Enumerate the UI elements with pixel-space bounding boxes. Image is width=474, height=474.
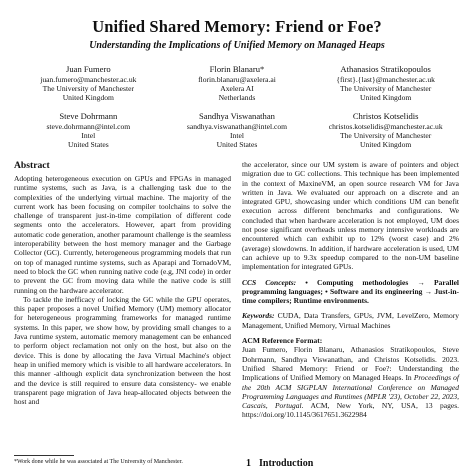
author-email[interactable]: {first}.{last}@manchester.ac.uk bbox=[336, 74, 435, 84]
keywords-label: Keywords: bbox=[242, 311, 275, 321]
author-country: United States bbox=[216, 140, 258, 150]
section-title: Introduction bbox=[259, 458, 314, 469]
author-country: United Kingdom bbox=[62, 93, 114, 103]
author-country: Netherlands bbox=[218, 93, 256, 103]
author-email[interactable]: florin.blanaru@axelera.ai bbox=[198, 74, 276, 84]
reference-text: Juan Fumero, Florin Blanaru, Athanasios Stratikopoulos, Steve Dohrmann, Sandhya Viswanathan, and Christos Kotselidis. 2023. Unified Shared Memory: Friend or Foe?: Understanding the Implications of Unified Memory on Managed Heaps. In bbox=[242, 345, 459, 383]
reference-doi[interactable]: ACM, New York, NY, USA, 13 pages. https://doi.org/10.1145/3617651.3622984 bbox=[242, 401, 459, 420]
keywords bbox=[242, 311, 459, 330]
author-country: United Kingdom bbox=[360, 93, 412, 103]
ccs-label: CCS Concepts: bbox=[242, 277, 297, 287]
author-card bbox=[311, 111, 460, 149]
reference-heading: ACM Reference Format: bbox=[242, 336, 323, 346]
author-email[interactable]: juan.fumero@manchester.ac.uk bbox=[40, 74, 137, 84]
author-org: The University of Manchester bbox=[340, 83, 432, 93]
paper-subtitle: Understanding the Implications of Unified Memory on Managed Heaps bbox=[89, 40, 385, 51]
author-org: Intel bbox=[230, 131, 244, 141]
author-org: Axelera AI bbox=[220, 83, 254, 93]
author-name: Sandhya Viswanathan bbox=[199, 111, 275, 122]
author-card bbox=[14, 111, 163, 149]
author-card bbox=[14, 64, 163, 102]
author-name: Florin Blanaru* bbox=[209, 64, 265, 74]
author-card bbox=[163, 64, 312, 102]
ccs-text: • Computing methodologies → Parallel programming languages; • Software and its engineering → Just-in-time compilers; Runtime environments. bbox=[242, 277, 459, 306]
introduction-heading bbox=[246, 458, 313, 470]
author-country: United States bbox=[67, 140, 109, 150]
footnote: *Work done while he was associated at The University of Manchester. bbox=[14, 459, 183, 465]
footnote-divider bbox=[14, 455, 74, 456]
author-card bbox=[163, 111, 312, 149]
author-org: The University of Manchester bbox=[340, 131, 432, 141]
ccs-concepts bbox=[242, 278, 459, 306]
author-org: Intel bbox=[81, 131, 96, 141]
abstract-paragraph: Adopting heterogeneous execution on GPUs and FPGAs in managed runtime systems, such as Java, is a challenging task due to the complexities of the underlying virtual machine. The majority of the current work has been focusing on compiler toolchains to solve the challenge of transparent just-in-time compilation of different code segments onto the accelerators. However, apart from providing automatic code generation, another paramount challenge is the seamless interoperability between the host memory manager and the Garbage Collector (GC). Currently, heterogeneous programming models that run on top of managed runtime systems, such as Aparapi and TornadoVM, need to block the GC when running native code (e.g, JNI code) in order to prevent the GC from moving data while the native code is still running on the hardware accelerator. bbox=[14, 174, 231, 295]
author-email[interactable]: sandhya.viswanathan@intel.com bbox=[186, 121, 288, 131]
author-block bbox=[14, 64, 460, 150]
author-name: Juan Fumero bbox=[66, 64, 111, 74]
author-name: Athanasios Stratikopoulos bbox=[340, 64, 431, 74]
right-column bbox=[242, 160, 459, 420]
abstract-paragraph: the accelerator, since our UM system is aware of pointers and object migration due to GC collections. This technique has been implemented in the context of MaxineVM, an open source research VM for Java written in Java. We evaluated our approach on a discrete and an integrated GPU, showcasing under which conditions UM can benefit execution across different benchmarks and configurations. We concluded that when hardware acceleration is not employed, UM does not pose significant overheads unless memory intensive workloads are encountered which can exhibit up to 12% (worst case) and 2% (average) slowdowns. In addition, if hardware acceleration is used, UM can achieve up to 9.3x speedup compared to the non-UM baseline implementation for integrated GPUs. bbox=[242, 160, 459, 272]
acm-reference bbox=[242, 336, 459, 420]
author-org: The University of Manchester bbox=[42, 83, 134, 93]
left-column bbox=[14, 160, 231, 420]
author-card bbox=[311, 64, 460, 102]
reference-venue: Proceedings of the 20th ACM SIGPLAN International Conference on Managed Programming Languages and Runtimes (MPLR '23), October 22, 2023, Cascais, Portugal. bbox=[242, 373, 460, 411]
abstract-heading: Abstract bbox=[14, 160, 50, 171]
author-email[interactable]: steve.dohrmann@intel.com bbox=[46, 121, 131, 131]
author-name: Steve Dohrmann bbox=[59, 111, 118, 122]
keywords-text: CUDA, Data Transfers, GPUs, JVM, LevelZero, Memory Management, Unified Memory, Virtual Machines bbox=[242, 311, 459, 330]
author-name: Christos Kotselidis bbox=[352, 111, 419, 122]
body-columns bbox=[14, 160, 460, 420]
section-number: 1 bbox=[246, 458, 251, 469]
author-email[interactable]: christos.kotselidis@manchester.ac.uk bbox=[328, 121, 443, 131]
author-country: United Kingdom bbox=[360, 140, 412, 150]
paper-title: Unified Shared Memory: Friend or Foe? bbox=[92, 17, 382, 36]
abstract-paragraph: To tackle the inefficacy of locking the GC while the GPU operates, this paper proposes a novel Unified Memory (UM) memory allocator for heterogeneous programming frameworks for managed runtime systems. In this paper, we show how, by providing small changes to a Java runtime system, automatic memory management can be enhanced to perform object reclamation not only on the host, but also on the device. This is done by allocating the Java Virtual Machine's object heap in unified memory which is visible to all hardware accelerators. In this manner -although explicit data synchronization between the host and the device is still required to ensure data consistency- we enable transparent page migration of Java heap-allocated objects between the host and bbox=[14, 294, 231, 407]
